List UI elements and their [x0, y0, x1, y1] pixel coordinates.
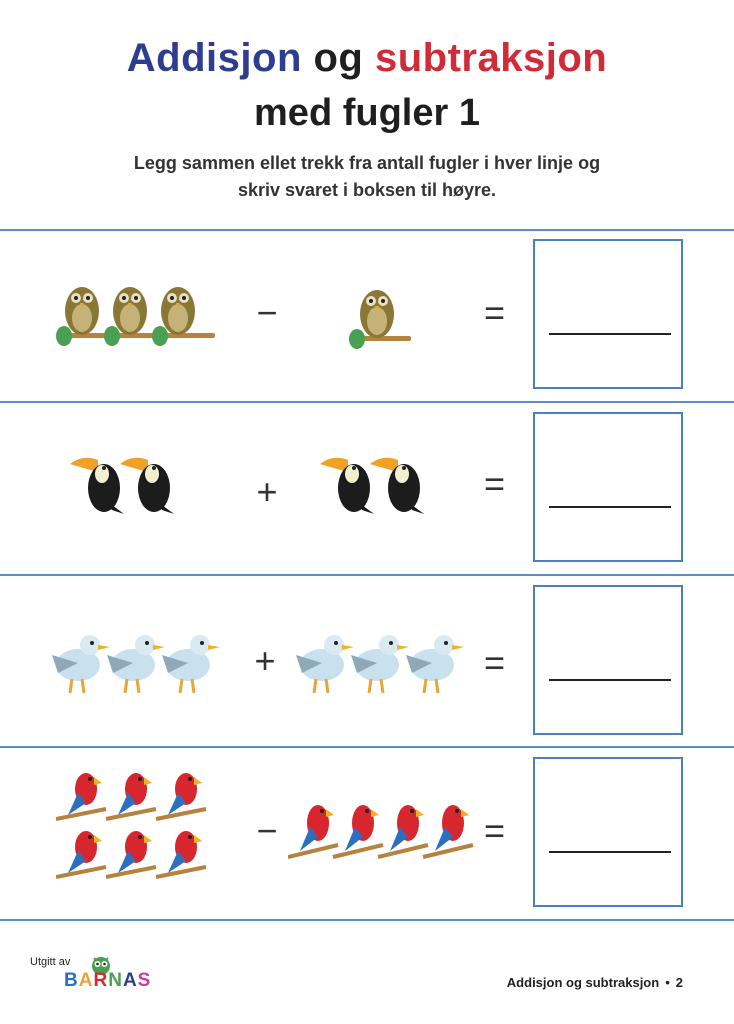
- operator-plus: +: [256, 471, 278, 512]
- toucan-group-left: [68, 452, 183, 522]
- owl-group-right: [345, 286, 415, 366]
- seagull-icon: [292, 627, 464, 699]
- owl-icon: [50, 281, 220, 361]
- answer-line: [549, 506, 671, 508]
- equals-sign: =: [484, 463, 506, 504]
- divider: [0, 919, 734, 921]
- instructions-line-1: Legg sammen ellet trekk fra antall fugler i hver linje og: [133, 153, 601, 173]
- operator-minus: −: [256, 292, 278, 333]
- answer-box[interactable]: [533, 757, 683, 907]
- equals-sign: =: [484, 642, 506, 683]
- answer-box[interactable]: [533, 585, 683, 735]
- exercise-row-1: [0, 231, 734, 401]
- parrot-icon: [56, 767, 221, 892]
- operator-minus: −: [256, 810, 278, 851]
- answer-box[interactable]: [533, 239, 683, 389]
- title-word-addisjon: Addisjon: [126, 36, 302, 80]
- toucan-icon: [68, 452, 183, 517]
- equals-sign: =: [484, 810, 506, 851]
- operator-plus: +: [254, 640, 276, 681]
- title-word-og: og: [313, 36, 364, 80]
- instructions-line-2: skriv svaret i boksen til høyre.: [237, 180, 497, 200]
- equals-sign: =: [484, 292, 506, 333]
- exercise-row-3: [0, 577, 734, 747]
- answer-line: [549, 851, 671, 853]
- exercise-row-2: [0, 404, 734, 574]
- seagull-group-right: [292, 627, 464, 704]
- publisher-name: BARNAS: [64, 970, 152, 991]
- page-subtitle: med fugler 1: [254, 92, 480, 134]
- exercise-row-4: [0, 749, 734, 919]
- seagull-icon: [48, 627, 220, 699]
- parrot-icon: [288, 797, 483, 867]
- page-number: 2: [675, 975, 683, 990]
- parrot-group-right: [288, 797, 483, 872]
- page-title: [0, 36, 734, 81]
- parrot-group-left: [56, 767, 221, 897]
- owl-icon: [345, 286, 415, 361]
- footer-bullet: •: [665, 975, 670, 990]
- publisher-logo: [30, 956, 160, 996]
- toucan-icon: [318, 452, 433, 517]
- instructions: [60, 150, 674, 204]
- publisher-prefix: Utgitt av: [30, 956, 71, 968]
- toucan-group-right: [318, 452, 433, 522]
- seagull-group-left: [48, 627, 220, 704]
- title-word-subtraksjon: subtraksjon: [375, 36, 608, 80]
- owl-group-left: [50, 281, 220, 366]
- page-footer: [504, 975, 686, 990]
- answer-line: [549, 333, 671, 335]
- divider: [0, 574, 734, 576]
- footer-label: Addisjon og subtraksjon: [506, 975, 660, 990]
- divider: [0, 401, 734, 403]
- answer-box[interactable]: [533, 412, 683, 562]
- answer-line: [549, 679, 671, 681]
